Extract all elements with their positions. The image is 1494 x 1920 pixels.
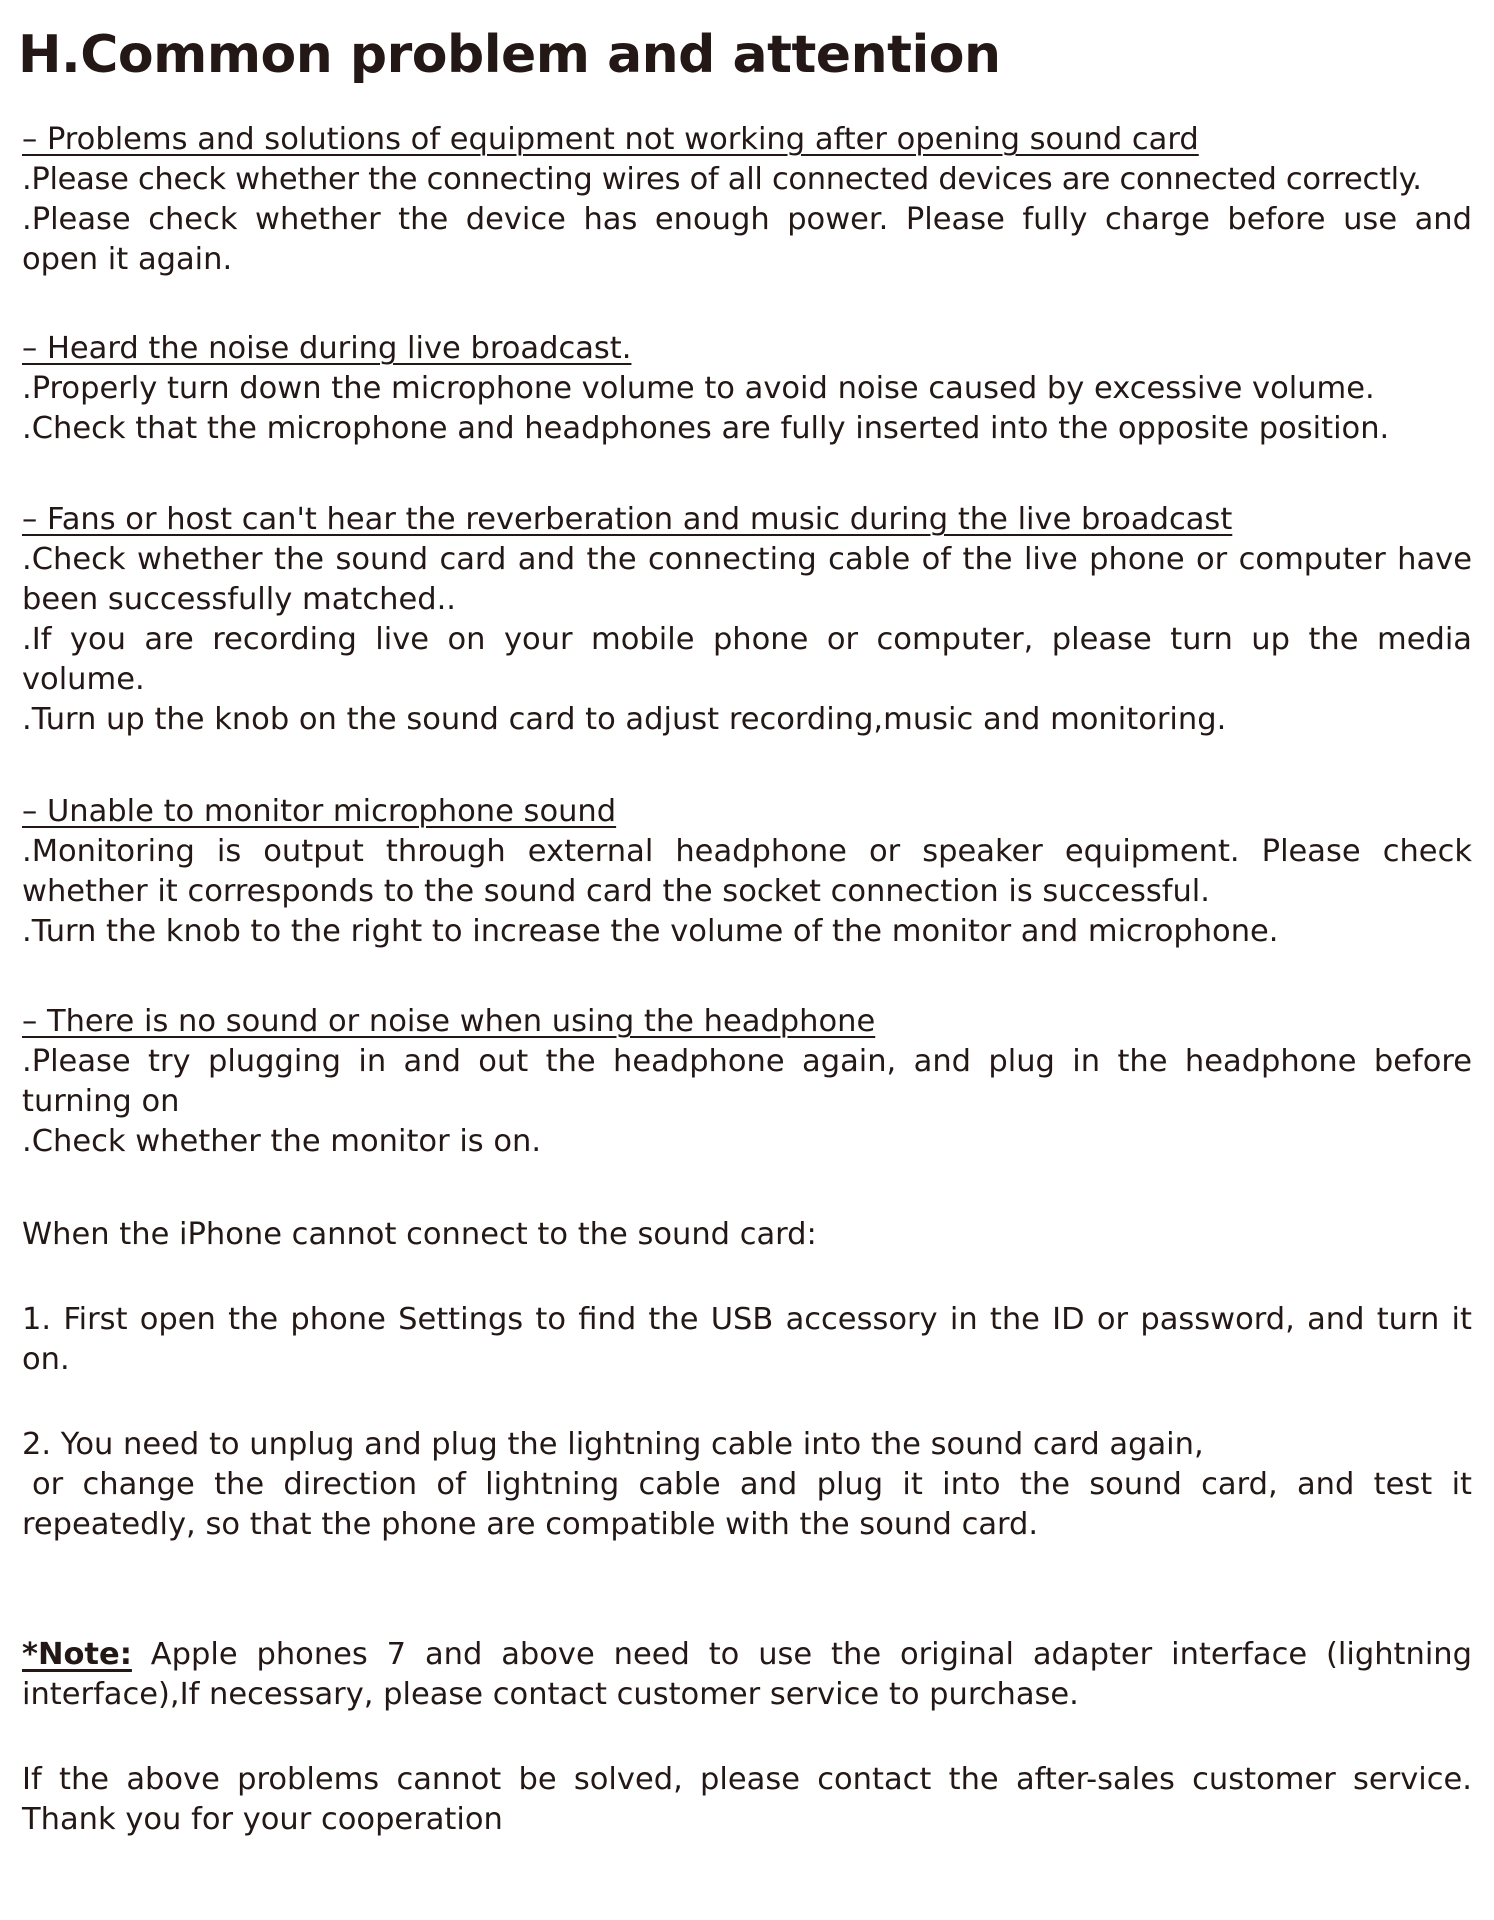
section-line: .Please check whether the device has enough power. Please fully charge before use and (22, 202, 1472, 237)
section-line: volume. (22, 662, 145, 697)
iphone-intro (22, 1215, 1472, 1255)
section-heading: – Problems and solutions of equipment not working after opening sound card (22, 122, 1199, 157)
step-line: or change the direction of lightning cable and plug it into the sound card, and test it (32, 1467, 1472, 1502)
section-line: whether it corresponds to the sound card the socket connection is successful. (22, 874, 1210, 909)
step-line: repeatedly, so that the phone are compatible with the sound card. (22, 1507, 1039, 1542)
note-line-2: interface),If necessary, please contact customer service to purchase. (22, 1677, 1079, 1712)
note-line (22, 1635, 1472, 1675)
section-unable-monitor-mic (22, 792, 1472, 952)
iphone-step-2 (22, 1425, 1472, 1545)
iphone-intro-text: When the iPhone cannot connect to the sound card: (22, 1217, 817, 1252)
closing-line: Thank you for your cooperation (22, 1802, 503, 1837)
section-line: .Please check whether the connecting wires of all connected devices are connected correctly. (22, 162, 1422, 197)
section-equipment-not-working (22, 120, 1472, 280)
section-cannot-hear-reverb (22, 500, 1472, 740)
note-label: *Note: (22, 1637, 132, 1672)
section-line: been successfully matched.. (22, 582, 456, 617)
section-line: .Check that the microphone and headphones are fully inserted into the opposite position. (22, 411, 1390, 446)
page-title: H.Common problem and attention (18, 25, 1001, 85)
section-heading: – Heard the noise during live broadcast. (22, 331, 632, 366)
note-text: Apple phones 7 and above need to use the original adapter interface (lightning (131, 1637, 1472, 1672)
section-line: .Turn up the knob on the sound card to adjust recording,music and monitoring. (22, 702, 1227, 737)
section-noise-live-broadcast (22, 329, 1472, 449)
section-line: open it again. (22, 242, 233, 277)
closing-block (22, 1760, 1472, 1840)
note-block (22, 1635, 1472, 1715)
section-line: .Check whether the sound card and the connecting cable of the live phone or computer have (22, 542, 1472, 577)
section-line: turning on (22, 1084, 180, 1119)
section-line: .Properly turn down the microphone volume to avoid noise caused by excessive volume. (22, 371, 1375, 406)
section-heading: – Unable to monitor microphone sound (22, 794, 617, 829)
step-line: 2. You need to unplug and plug the lightning cable into the sound card again, (22, 1427, 1204, 1462)
section-heading: – There is no sound or noise when using the headphone (22, 1004, 876, 1039)
section-line: .Check whether the monitor is on. (22, 1124, 542, 1159)
section-line: .Please try plugging in and out the headphone again, and plug in the headphone before (22, 1044, 1472, 1079)
section-line: .Monitoring is output through external headphone or speaker equipment. Please check (22, 834, 1472, 869)
step-line: on. (22, 1342, 70, 1377)
section-heading: – Fans or host can't hear the reverberation and music during the live broadcast (22, 502, 1233, 537)
step-line: 1. First open the phone Settings to find the USB accessory in the ID or password, and turn it (22, 1302, 1472, 1337)
iphone-step-1 (22, 1300, 1472, 1380)
section-line: .Turn the knob to the right to increase the volume of the monitor and microphone. (22, 914, 1279, 949)
closing-line: If the above problems cannot be solved, please contact the after-sales customer service. (22, 1762, 1472, 1797)
section-headphone-no-sound (22, 1002, 1472, 1162)
section-line: .If you are recording live on your mobile phone or computer, please turn up the media (22, 622, 1472, 657)
